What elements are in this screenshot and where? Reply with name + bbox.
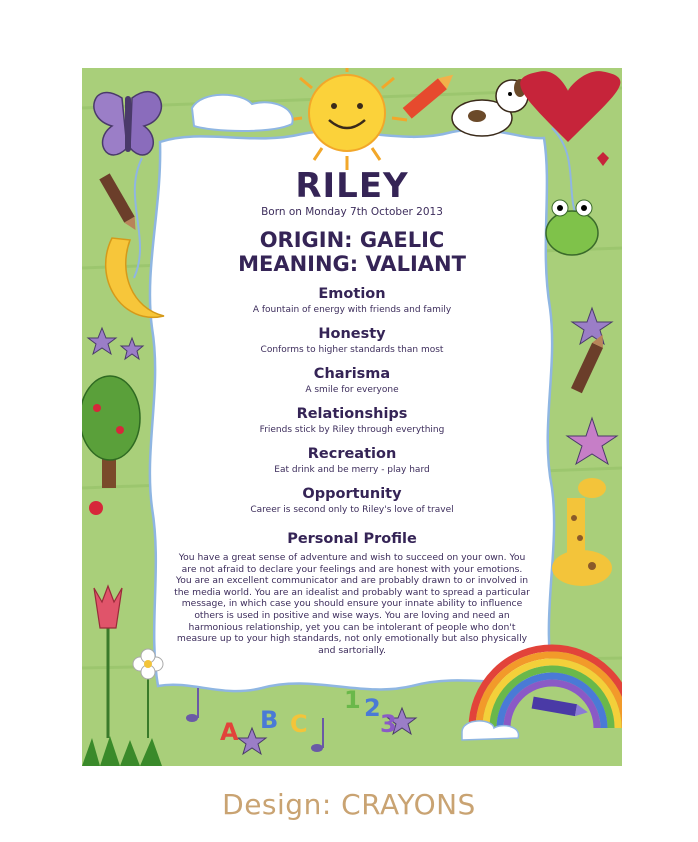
trait-heading: Charisma xyxy=(313,366,391,382)
trait-description: Friends stick by Riley through everything xyxy=(259,425,445,435)
trait-description: Career is second only to Riley's love of travel xyxy=(250,505,454,515)
trait-description: Eat drink and be merry - play hard xyxy=(274,465,430,475)
border-number-3: 3 xyxy=(380,710,397,738)
name-certificate xyxy=(82,68,622,766)
design-caption: Design: CRAYONS xyxy=(222,788,476,821)
trait-description: A smile for everyone xyxy=(305,385,399,395)
trait-description: A fountain of energy with friends and family xyxy=(252,305,452,315)
trait-heading: Relationships xyxy=(296,406,408,422)
birth-date: Born on Monday 7th October 2013 xyxy=(261,206,443,218)
trait-heading: Recreation xyxy=(307,446,397,462)
child-name: RILEY xyxy=(295,166,409,206)
border-letter-c: C xyxy=(290,710,308,738)
name-meaning: MEANING: VALIANT xyxy=(238,252,466,276)
certificate-text-panel xyxy=(170,154,534,738)
personal-profile-text: You have a great sense of adventure and wish to succeed on your own. You are not afraid to declare your feelings and are honest with your emotions. You are an excellent communicator and are probably drawn to or involved in the media world. You are an idealist and probably want to spread a particular message, in which case you should ensure your innate ability to influence others is used in positive and wise ways. You are loving and need an harmonious relationship, yet you can be intolerant of people who don't measure up to your high standards, not only emotionally but also physically and sartorially. xyxy=(174,552,530,656)
personal-profile-heading: Personal Profile xyxy=(287,531,417,547)
border-number-2: 2 xyxy=(364,694,381,722)
butterfly-icon xyxy=(94,92,161,155)
trait-heading: Honesty xyxy=(318,326,386,342)
trait-heading: Opportunity xyxy=(302,486,402,502)
trait-heading: Emotion xyxy=(318,286,386,302)
border-number-1: 1 xyxy=(344,686,361,714)
trait-description: Conforms to higher standards than most xyxy=(260,345,444,355)
border-letter-b: B xyxy=(260,706,279,734)
name-origin: ORIGIN: GAELIC xyxy=(259,228,445,252)
border-letter-a: A xyxy=(220,718,239,746)
